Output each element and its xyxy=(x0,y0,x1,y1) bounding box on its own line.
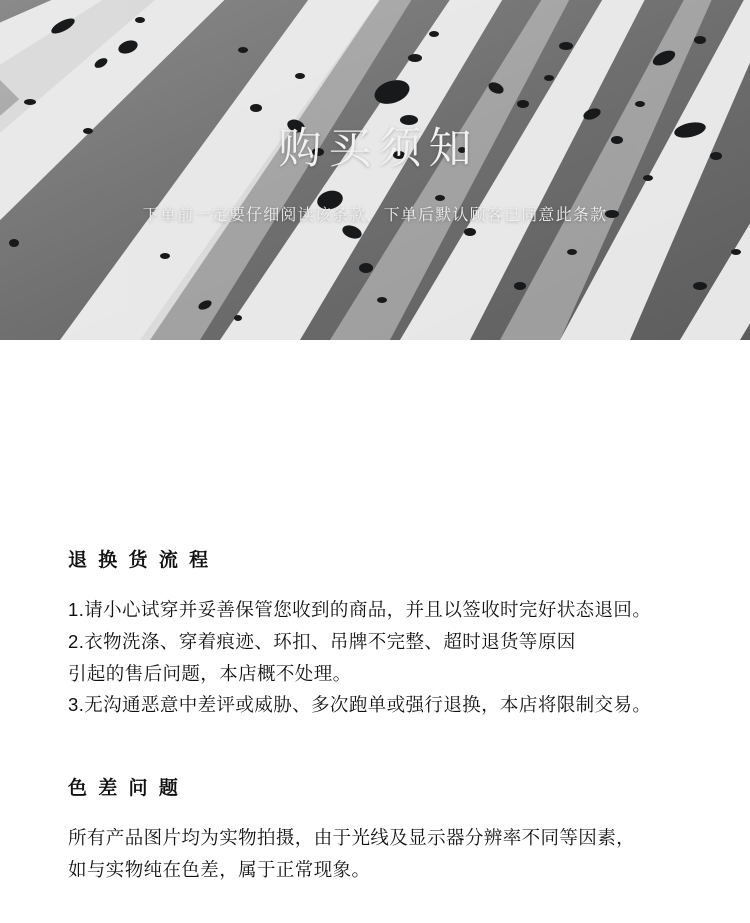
section-line: 如与实物纯在色差，属于正常现象。 xyxy=(68,859,371,881)
section-line: 3.无沟通恶意中差评或威胁、多次跑单或强行退换，本店将限制交易。 xyxy=(68,694,652,716)
hero-banner xyxy=(0,0,750,340)
section-line: 所有产品图片均为实物拍摄，由于光线及显示器分辨率不同等因素， xyxy=(68,827,636,849)
page-subtitle: 下单前一定要仔细阅读该条款，下单后默认顾客已同意此条款 xyxy=(142,207,608,224)
section-heading: 退 换 货 流 程 xyxy=(68,550,212,571)
section-heading: 色 差 问 题 xyxy=(68,778,181,800)
hero-text-block xyxy=(0,0,750,340)
content-area xyxy=(0,340,750,886)
section-line: 1.请小心试穿并妥善保管您收到的商品，并且以签收时完好状态退回。 xyxy=(68,599,652,620)
section-line: 引起的售后问题，本店概不处理。 xyxy=(68,662,352,684)
section-return-exchange xyxy=(68,545,682,721)
section-color-difference xyxy=(68,773,682,886)
section-line: 2.衣物洗涤、穿着痕迹、环扣、吊牌不完整、超时退货等原因 xyxy=(68,630,576,652)
page-title: 购买须知 xyxy=(278,125,479,173)
